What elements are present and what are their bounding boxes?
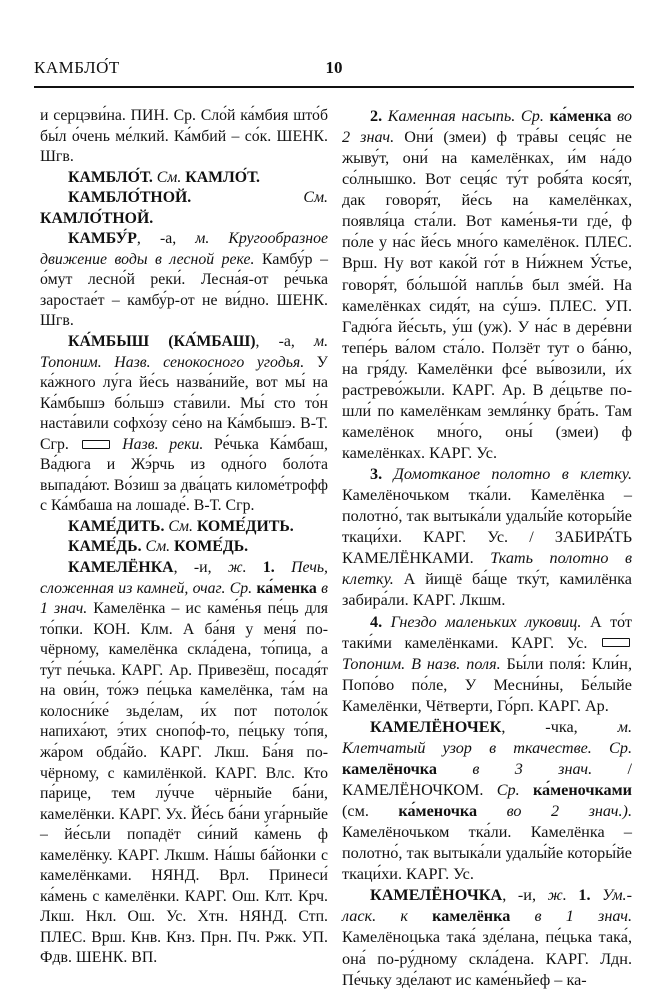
definition: Топоним. Назв. сенокосного угодья. [40,353,305,371]
example: Камелёнка – ис каме́нья пе́ць для то́пки. КОН. Клм. А ба́ня у меня́ по-чёрному, камелёнка скла́дена, то́пица, а ту́т пе́чька. КАРГ. Ар. Привезёш, посадя́т на ови́н, то́жэ пе́цька камелёнка, та́м на колосни́ке́ зьде́лам, и́х пот потоло́к напиха́ют, э́тих снопо́ф-то, пе́цьку то́пя, жа́ром обда́йо. КАРГ. Лкш. Ба́ня по-чёрному, с камилёнкой. КАРГ. Влс. Кто па́рице, тем лу́чче чёрныйе ба́ни, камелёнки. КАРГ. Ух. Йе́сь ба́ни уга́рныйе – йе́сьли попадёт си́ний ка́мень ф камелёнку. КАРГ. Лкшм. На́шы ба́йонки с камелёнками. НЯНД. Врл. Принеси́ ка́мень с камелёнки. КАРГ. Ош. Клт. Крч. Лкш. Нкл. Ош. Ус. Хтн. НЯНД. Стп. ПЛЕС. Врш. Кнв. Кнз. Прн. Пч. Ржк. УП. Фдв. ШЕНК. ВП. [40,600,329,967]
headword: КАМБУ́Р [68,230,137,248]
sense-3: 3. Домотканое полотно в клетку. Камелёночьком тка́ли. Камелёнка – полотно́, так вытыка́ли удалы́йе которы́йе ткаци́хи. КАРГ. Ус. / ЗАБИРА́ТЬ КАМЕЛЁНКАМИ. Ткать полотно в клетку. А йищё ба́ще тку́т, камилёнка забира́ли. КАРГ. Лкшм. [342,465,632,610]
left-column [40,106,328,969]
entry-kamedit: КАМЕ́ДИТЬ. См. КОМЕ́ДИТЬ. [68,517,294,535]
sense-4: 4. Гнездо маленьких луковиц. А то́т таки́ми камелёнками. КАРГ. Ус. Топоним. В назв. поля. Бы́ли поля́: Кли́н, Попо́во по́ле, У Месни́ны, Бе́лыйе Камелёнки, Чётверти, Го́рп. КАРГ. Ар. [342,612,632,715]
entry-kambur: КАМБУ́Р, -а, м. Кругообразное движение воды в лесной реке. Камбу́р – о́мут лесно́й реки́. Лесна́я-от ре́чька заростае́т – камбу́р-от не ви́дно. ШЕНК. Шгв. [40,230,329,330]
definition: Каменная насыпь. [387,107,516,125]
example: Они́ (змеи) ф тра́вы сеця́с не жыву́т, они́ на камелёнках, и́м на́до со́лнышко. Вот сеця́с ту́т робя́та кося́т, дак говоря́т, йе́сь на камелёнках, появля́ца ста́ли. Вот каме́нья-ти где́, ф по́ле у на́с йе́сь мно́го камелёнок. ПЛЕС. Врш. Ну вот како́й го́т в Ни́жнем У́стье, говоря́т, бо́льшо́й напль́в был зме́й. На камелёнках сидя́т, на су́шэ. ПЛЕС. УП. Гадю́га йе́сьть, у́ш (уж). У на́с в дере́вни тепе́рь ва́лом ста́ло. Ползёт тут о ба́ню, на гря́ду. Камелёнки фсе́ вы́возили, и́х растрево́жыли. КАРГ. Ар. В де́цьтве пошли́ по камелёнкам земля́нку бра́ть. Там камелёнок мно́го, оны́ (змеи) ф камелёнках. КАРГ. Ус. [342,128,632,462]
page-number: 10 [325,58,343,77]
example: Камелёночьком тка́ли. Камелёнка – полотно́, так вытыка́ли удалы́йе которы́йе ткаци́хи. КАРГ. Ус. [342,823,632,884]
headword: КАМБЛО́ТНОЙ. [68,189,192,207]
headword: КАМЕЛЁНКА [68,559,174,577]
entry-kambysh: КА́МБЫШ (КА́МБАШ), -а, м. Топоним. Назв. сенокосного угодья. У ка́жного лу́га йе́сь назва́нийе, вот мы́ на Ка́мбышэ бо́льшэ ста́вили. Мы́ сто то́н наста́вили софхо́зу се́но на Ка́мбышэ. В-Т. Сгр. Назв. реки. Ре́чька Ка́мбаш, Ва́дюга и Жэ́рчь из одно́го боло́та выпада́ют. Во́зиш за два́цать киломе́трофф с Ка́мбаша на лошаде́. В-Т. Сгр. [40,333,329,515]
definition: Клетчатый узор в ткачестве. [342,738,592,757]
entry-kamblot: КАМБЛО́Т. См. КАМЛО́Т. [68,168,260,186]
example: Бы́ли поля́: Кли́н, Попо́во по́ле, У Месни́ны, Бе́лыйе Камелёнки, Чётверти, Го́рп. КАРГ. Ар. [342,654,632,715]
entry-kamelyonochka: КАМЕЛЁНОЧКА, -и, ж. 1. Ум.-ласк. к камелёнка в 1 знач. Камелёноцька така́ зде́лана, пе́цька така́, она́ по-ру́дному скла́дена. КАРГ. Лдн. Пе́чьку зде́лают ис каме́ньйеф – ка- [342,886,633,989]
header-rule [34,86,634,88]
entry-kamed: КАМЕ́ДЬ. См. КОМЕ́ДЬ. [68,538,249,556]
running-head: КАМБЛО́Т [34,58,120,77]
example: Камбу́р – о́мут лесно́й реки́. Лесна́я-от ре́чька заростае́т – камбу́р-от не ви́дно. ШЕНК. Шгв. [40,250,328,330]
page-header [34,58,634,82]
example: А йищё ба́ще тку́т, камилёнка забира́ли. КАРГ. Лкшм. [342,570,632,610]
definition: Топоним. В назв. поля. [342,654,501,673]
entry-continuation: и серцэви́на. ПИН. Ср. Сло́й ка́мбия што́б бы́л о́чень ме́лкий. Ка́мбий – со́к. ШЕНК. Шгв. [40,107,328,166]
entry-kamblotnoy: КАМБЛО́ТНОЙ. См. КАМЛО́ТНОЙ. [40,189,328,227]
example: Камелёночьком тка́ли. Камелёнка – полотно́, так вытыка́ли удалы́йе которы́йе ткаци́хи. КАРГ. Ус. / ЗАБИРА́ТЬ КАМЕЛЁНКАМИ. [342,486,632,568]
headword: КАМЕ́ДИТЬ. [68,517,165,535]
example: У ка́жного лу́га йе́сь назва́нийе, вот мы́ на Ка́мбышэ бо́льшэ ста́вили. Мы́ сто то́н наста́вили софхо́зу се́но на Ка́мбышэ. В-Т. Сгр. [40,353,328,453]
definition: Назв. реки. [111,435,204,453]
entry-kamelyonochek: КАМЕЛЁНОЧЕК, -чка, м. Клетчатый узор в ткачестве. Ср. камелёночка в 3 знач. / КАМЕЛЁНОЧКОМ. Ср. ка́меночками (см. ка́меночка во 2 знач.). Камелёночьком тка́ли. Камелёнка – полотно́, так вытыка́ли удалы́йе которы́йе ткаци́хи. КАРГ. Ус. [342,717,632,884]
definition: Гнездо маленьких луковиц. [390,612,582,631]
headword: КАМЕЛЁНОЧКА [370,886,503,905]
headword: КАМБЛО́Т. [68,168,153,186]
definition: Печь, сложенная из камней, очаг. [40,559,328,597]
definition: Кругообразное движение воды в лесной реке. [40,230,329,268]
headword: КАМЕ́ДЬ. [68,538,142,556]
right-column [342,106,632,991]
example: Ре́чька Ка́мбаш, Ва́дюга и Жэ́рчь из одно́го боло́та выпада́ют. Во́зиш за два́цать киломе́трофф с Ка́мбаша на лошаде́. В-Т. Сгр. [40,435,329,515]
headword: КАМЕЛЁНОЧЕК [370,717,502,736]
definition: Домотканое полотно в клетку. [393,465,632,484]
definition: Ткать полотно в клетку. [342,549,632,589]
entry-kamelyonka: КАМЕЛЁНКА, -и, ж. 1. Печь, сложенная из камней, очаг. Ср. ка́менка в 1 знач. Камелёнка – ис каме́нья пе́ць для то́пки. КОН. Клм. А ба́ня у меня́ по-чёрному, камелёнка скла́дена, то́пица, а ту́т пе́чька. КАРГ. Ар. Привезёш, посадя́т на ови́н, то́жэ пе́цька камелёнка, та́м на колосни́ке́ зьде́лам, и́х пот потоло́к напиха́ют, э́тих снопо́ф-то, пе́цьку то́пя, жа́ром обда́йо. КАРГ. Лкш. Ба́ня по-чёрному, с камилёнкой. КАРГ. Влс. Кто па́рице, тем лу́чче чёрныйе ба́ни, камелёнки. КАРГ. Ух. Йе́сь ба́ни уга́рныйе – йе́сьли попадёт си́ний ка́мень ф камелёнку. КАРГ. Лкшм. На́шы ба́йонки с камелёнками. НЯНД. Врл. Принеси́ ка́мень с камелёнки. КАРГ. Ош. Клт. Крч. Лкш. Нкл. Ош. Ус. Хтн. НЯНД. Стп. ПЛЕС. Врш. Кнв. Кнз. Прн. Пч. Ржк. УП. Фдв. ШЕНК. ВП. [40,559,329,967]
sense-2: 2. Каменная насыпь. Ср. ка́менка во 2 знач. Они́ (змеи) ф тра́вы сеця́с не жыву́т, они́ на камелёнках, и́м на́до со́лнышко. Вот сеця́с ту́т робя́та кося́т, дак говоря́т, йе́сь на камелёнках, появля́ца ста́ли. Вот каме́нья-ти где́, ф по́ле у на́с йе́сь мно́го камелёнок. ПЛЕС. Врш. Ну вот како́й го́т в Ни́жнем У́стье, говоря́т, бо́льшо́й напль́в был зме́й. На камелёнках сидя́т, на су́шэ. ПЛЕС. УП. Гадю́га йе́сьть, у́ш (уж). У на́с в дере́вни тепе́рь ва́лом ста́ло. Ползёт тут о ба́ню, на гря́ду. Камелёнки фсе́ вы́возили, и́х растрево́жыли. КАРГ. Ар. В де́цьтве пошли́ по камелёнкам земля́нку бра́ть. Там камелёнок мно́го, оны́ (змеи) ф камелёнках. КАРГ. Ус. [342,107,632,462]
definition: Ум.-ласк. к [342,886,632,926]
example: А то́т таки́ми камелёнками. КАРГ. Ус. [342,612,632,652]
example: Камелёноцька така́ зде́лана, пе́цька така́, она́ по-ру́дному скла́дена. КАРГ. Лдн. Пе́чьку зде́лают ис каме́ньйеф – ка- [342,928,632,989]
arrow-icon [82,440,110,449]
arrow-icon [602,638,630,647]
headword: КА́МБЫШ (КА́МБАШ) [68,333,256,351]
